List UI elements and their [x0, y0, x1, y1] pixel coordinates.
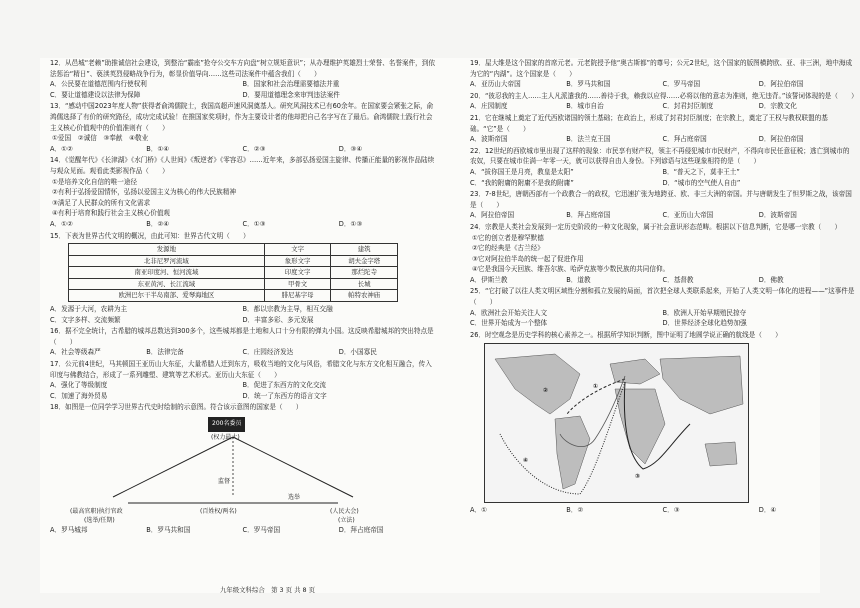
exam-sheet	[40, 58, 858, 594]
option-d: D．统一了东西方的语言文字	[242, 391, 327, 400]
option-d: D．④	[758, 506, 777, 515]
option-d: D．丰富多彩、多元发展	[242, 315, 314, 324]
right-column	[470, 58, 858, 517]
option-b: B．法兰克王国	[566, 135, 611, 144]
question-text: 14．《觉醒年代》《长津湖》《水门桥》《人世间》《叛逆者》《零容忍》……近年来，多部弘扬爱国主旋律、传播正能量的影视作品陆续与观众见面。观看此类影视作品（ ）	[50, 156, 435, 175]
table-row	[69, 278, 398, 290]
statement-list	[470, 233, 855, 275]
column-header: 发源地	[69, 244, 265, 256]
options	[50, 144, 435, 155]
senate-sub: (权力最大)	[211, 434, 240, 441]
question-text: 19．屋大维是这个国家的首席元老。元老院授予他“奥古斯都”的尊号；公元2世纪，这个国家的版图横跨欧、亚、非三洲，地中海成为它的“内湖”。这个国家是（ ）	[470, 59, 853, 78]
statement: ③它对阿拉伯半岛的统一起了促进作用	[472, 254, 584, 263]
question-25	[470, 286, 855, 328]
statement: ④有利于培育和践行社会主义核心价值观	[52, 209, 171, 218]
option-b: B．国家和社会治理需要德法并重	[242, 80, 340, 89]
route-label-1: ①	[593, 383, 599, 391]
option-b: B．②④	[146, 219, 170, 228]
question-23	[470, 189, 855, 221]
table-cell: 胡夫金字塔	[331, 255, 398, 267]
options	[50, 380, 435, 401]
option-c: C．“我的附庸的附庸不是我的附庸”	[470, 178, 574, 187]
options	[470, 79, 855, 90]
page-footer: 九年级文科综合 第 3 页 共 8 页	[220, 586, 315, 594]
options	[470, 167, 855, 188]
civilization-table	[68, 243, 398, 302]
table-header-row	[69, 244, 398, 256]
options	[50, 219, 435, 230]
option-c: C．拜占庭帝国	[662, 135, 707, 144]
question-text: 24．宗教是人类社会发展到一定历史阶段的一种文化现象，属于社会意识形态范畴。根据以下信息判断，它是哪一宗教（ ）	[470, 222, 842, 231]
world-map-graphic	[485, 344, 748, 502]
option-a: A．阿拉伯帝国	[470, 211, 515, 220]
voyage-route-map	[484, 343, 749, 503]
consul-sub: (选举/任期)	[84, 517, 115, 524]
option-d: D．拜占庭帝国	[338, 526, 384, 534]
option-c: C．文字多样、交流频繁	[50, 315, 121, 324]
statement: ①爱国 ②诚信 ③奉献 ④敬业	[52, 134, 149, 143]
options	[470, 134, 855, 145]
question-22	[470, 146, 855, 188]
option-d: D．世界经济全球化趋势加强	[662, 319, 747, 328]
option-c: C．封君封臣制度	[662, 102, 714, 111]
option-b: B．①④	[146, 144, 170, 153]
option-a: A．公民要在道德范围内行使权利	[50, 80, 147, 89]
question-19	[470, 58, 855, 90]
option-d: D．阿拉伯帝国	[758, 135, 804, 144]
table-cell: 帕特农神庙	[331, 290, 398, 302]
statement: ③满足了人民群众的所有文化需求	[52, 198, 151, 207]
statement: ①它的创立者是穆罕默德	[472, 233, 544, 242]
option-b: B．罗马共和国	[566, 80, 611, 89]
government-structure-diagram	[68, 415, 398, 525]
options	[470, 210, 855, 221]
route-label-3: ③	[635, 473, 641, 481]
statement: ②有利于弘扬爱国情怀，弘扬以爱国主义为核心的伟大民族精神	[52, 188, 236, 197]
option-b: B．都以宗教为主导，相互交融	[242, 305, 333, 314]
options	[470, 505, 855, 516]
question-17	[50, 359, 435, 401]
option-d: D．佛教	[758, 275, 784, 284]
statement: ①是培养文化自信的唯一途径	[52, 177, 138, 186]
label-elect: 选举	[288, 494, 301, 501]
option-a: A．伊斯兰教	[470, 275, 508, 284]
question-12	[50, 58, 435, 100]
option-a: A．庄园制度	[470, 102, 508, 111]
option-a: A．①②	[50, 144, 73, 153]
table-cell: 甲骨文	[264, 278, 331, 290]
table-row	[69, 290, 398, 302]
option-c: C．罗马帝国	[662, 80, 701, 89]
table-row	[69, 267, 398, 279]
option-a: A．欧洲社会开始关注人文	[470, 308, 548, 317]
question-text: 17．公元前4世纪，马其顿国王亚历山大东征，大量希腊人迁到东方，吸收当地的文化与风俗，希腊文化与东方文化相互融合，传入印度与佛教结合，形成了一系列雕塑、建筑等艺术形式。亚历山大东征（ ）	[50, 360, 432, 379]
option-d: D．③④	[338, 144, 363, 153]
option-b: B．罗马共和国	[146, 526, 191, 534]
left-column	[50, 58, 435, 537]
question-16	[50, 326, 435, 358]
option-a: A．“拔你国王是月亮，教皇是太阳”	[470, 167, 574, 176]
option-c: C．①③	[242, 219, 266, 228]
label-supervise: 监督	[218, 478, 231, 485]
table-cell: 那烂陀寺	[331, 267, 398, 279]
option-b: B．欧洲人开始早期殖民掠夺	[662, 308, 747, 317]
option-d: D．要用道德理念来审判违法案件	[242, 90, 340, 99]
option-a: A．亚历山大帝国	[470, 80, 521, 89]
options	[50, 347, 435, 358]
option-b: B．促进了东西方的文化交流	[242, 381, 327, 390]
option-a: A．发源于大河，农耕为主	[50, 305, 128, 314]
option-a: A．社会等级森严	[50, 348, 101, 357]
question-text: 26．时空观念是历史学科的核心素养之一。根据所学知识判断，图中证明了地圆学说正确的航线是（ ）	[470, 330, 782, 339]
question-24	[470, 222, 855, 286]
question-text: 18．如图是一位同学学习世界古代史时绘制的示意图。符合该示意图的国家是（ ）	[50, 403, 303, 412]
statement: ④它是我国今天回族、维吾尔族、哈萨克族等少数民族的共同信仰。	[472, 265, 670, 274]
option-a: A．罗马城邦	[50, 526, 88, 534]
senate-node	[208, 417, 245, 432]
table-cell: 腓尼基字母	[264, 290, 331, 302]
option-d: D．波斯帝国	[758, 211, 797, 220]
option-d: D．小国寡民	[338, 348, 377, 357]
option-c: C．亚历山大帝国	[662, 211, 714, 220]
table-cell: 欧洲巴尔干半岛南部、爱琴海地区	[69, 290, 265, 302]
column-header: 文字	[264, 244, 331, 256]
options	[470, 308, 855, 329]
table-cell: 南亚印度河、恒河流域	[69, 267, 265, 279]
route-label-4: ④	[523, 457, 529, 465]
option-a: A．强化了等级制度	[50, 381, 108, 390]
option-a: A．①	[470, 506, 488, 515]
question-text: 13．“感动中国2023年度人物”获得者俞鸿儒院士，我国高超声速风洞奠基人。研究风洞技术已有60余年。在国家要会紧张之际，俞鸿儒选择了有价的研究路径，成功完成试验！在推国家奖项时，作为主要设计者的他却把自己名字写在了最后。俞鸿儒院士践行社会主义核心价值观中的价值准则有（ ）	[50, 102, 434, 132]
option-b: B．“普天之下，莫非王土”	[662, 167, 740, 176]
question-20	[470, 91, 858, 112]
options	[50, 79, 435, 100]
assembly-sub: (立法)	[338, 517, 355, 524]
tribune-node: (百姓权/两名)	[200, 508, 237, 515]
question-text: 16．据不完全统计，古希腊的城邦总数达到300多个，这些城邦都是土地和人口十分有限的弹丸小国。这反映希腊城邦的突出特点是（ ）	[50, 327, 434, 346]
question-14	[50, 155, 435, 229]
assembly-node: (人民大会)	[330, 508, 359, 515]
question-text: 15．下表为世界古代文明的概况，由此可知：世界古代文明（ ）	[50, 231, 250, 240]
option-c: C．基督教	[662, 275, 694, 284]
option-d: D．阿拉伯帝国	[758, 80, 804, 89]
question-text: 25．“它打破了以往人类文明区域性分割和孤立发展的局面，首次把全球人类联系起来，开始了人类文明一体化的进程——”这事件是（ ）	[470, 287, 855, 307]
option-b: B．②	[566, 506, 584, 515]
options	[470, 101, 855, 112]
question-text: 12．从邑城“老赖”助推诚信社会建设，到整治“霸座”抢夺公交车方向盘“树立规矩意识”；从办理维护英雄烈士荣誉、名誉案件，到依法惩治“精日”、亵渎英烈侵略战争行为，彰显价值导向……这些司法案件中蕴含我们（ ）	[50, 59, 435, 78]
options	[470, 275, 855, 286]
column-header: 建筑	[331, 244, 398, 256]
option-c: C．罗马帝国	[242, 526, 281, 534]
senate-label: 200名委员	[212, 420, 242, 427]
option-a: A．波斯帝国	[470, 135, 508, 144]
option-d: D．①③	[338, 219, 363, 228]
table-cell: 象形文字	[264, 255, 331, 267]
question-text: 20．“彼忍我的主人……主人凡派遣我的……善待于我，赖我以应得……必将以他的意志为准则，绝无违背。”该誓词体现的是（ ）	[470, 91, 858, 100]
consul-node: (最高官职)执行官政	[70, 508, 123, 515]
statement-list	[50, 177, 435, 219]
option-a: A．①②	[50, 219, 73, 228]
question-15	[50, 231, 435, 326]
table-cell: 长城	[331, 278, 398, 290]
question-text: 22．12世纪的西欧城市里出现了这样的现象：市民享有财产权，领主不再侵犯城市市民财产，不得向市民任意征税；逃亡到城市的农奴，只要在城市住满一年零一天，就可以获得自由人身份。下列谚语与这些现象相符的是（ ）	[470, 146, 850, 166]
option-b: B．城市自治	[566, 102, 604, 111]
question-13	[50, 101, 435, 154]
option-c: C．要让道德建设以法律为保障	[50, 90, 141, 99]
option-d: D．“城市的空气使人自由”	[662, 178, 741, 187]
option-c: C．加速了海外贸易	[50, 391, 108, 400]
table-cell: 北非尼罗河流域	[69, 255, 265, 267]
question-18	[50, 402, 435, 535]
option-c: C．③	[662, 506, 680, 515]
table-row	[69, 255, 398, 267]
statement: ②它的经典是《古兰经》	[472, 244, 544, 253]
option-d: D．宗教文化	[758, 102, 797, 111]
option-b: B．道教	[566, 275, 591, 284]
option-c: C．庄园经济发达	[242, 348, 294, 357]
option-b: B．法律完备	[146, 348, 184, 357]
route-label-2: ②	[543, 387, 549, 395]
option-b: B．拜占庭帝国	[566, 211, 611, 220]
statement-list	[50, 133, 435, 144]
question-text: 21．它在继城上奠定了近代西欧诸国的领土基础；在政治上，形成了封君封臣制度；在宗教上，奠定了王权与教权联盟的基础。“它”是（ ）	[470, 113, 828, 133]
question-text: 23．7-8世纪，唐朝西部有一个政教合一的政权，它迅速扩张为地跨亚、欧、非三大洲的帝国。并与唐朝发生了怛罗斯之战，该帝国是（ ）	[470, 190, 852, 209]
table-cell: 东亚黄河、长江流域	[69, 278, 265, 290]
question-21	[470, 113, 855, 145]
options	[50, 304, 435, 325]
option-c: C．②③	[242, 144, 266, 153]
table-cell: 印度文字	[264, 267, 331, 279]
question-26	[470, 330, 855, 516]
option-c: C．世界开始成为一个整体	[470, 319, 548, 328]
